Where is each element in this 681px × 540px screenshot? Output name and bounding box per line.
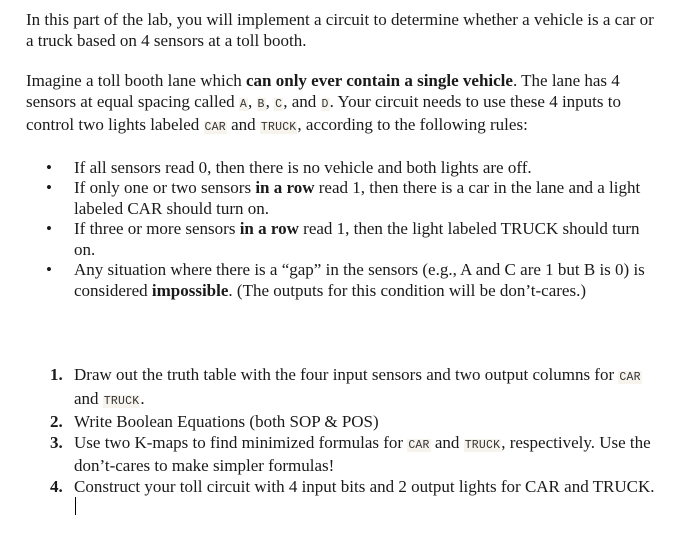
bullet-icon: •: [46, 260, 52, 279]
rules-list: [26, 158, 656, 302]
rule-item: [26, 260, 656, 301]
text-cursor: [75, 497, 76, 515]
bullet-icon: •: [46, 157, 52, 177]
truck-light-code: TRUCK: [260, 121, 297, 134]
task-text: Draw out the truth table with the four input sensors and two output columns for: [74, 365, 619, 384]
scenario-text: , according to the following rules:: [297, 115, 528, 134]
task-number: 1.: [50, 365, 63, 384]
rule-bold-text: in a row: [239, 219, 299, 238]
task-item: [26, 477, 656, 518]
task-item: [26, 365, 656, 412]
rule-item: [26, 219, 656, 260]
rule-text: read 1, then the light labeled TRUCK should turn on.: [74, 219, 640, 259]
task-item: [26, 412, 656, 433]
sensor-b-code: B: [257, 97, 265, 111]
task-text: and: [74, 388, 103, 408]
bullet-icon: •: [46, 219, 52, 238]
task-text: and: [430, 432, 464, 452]
rule-item: [26, 178, 656, 219]
rule-bold-text: in a row: [255, 178, 315, 197]
scenario-bold-text: can only ever contain a single vehicle: [246, 71, 513, 90]
car-light-code: CAR: [204, 121, 226, 134]
task-text: , respectively. Use the don’t-cares to make simpler formulas!: [74, 432, 651, 475]
car-light-code: CAR: [408, 438, 430, 452]
task-text: .: [140, 388, 145, 408]
sensor-c-code: C: [275, 97, 283, 111]
scenario-text: . Your circuit needs to use these 4 inputs to control two lights labeled: [26, 91, 621, 134]
rule-text: If three or more sensors: [74, 219, 240, 238]
task-number: 2.: [50, 412, 63, 431]
rule-text: read 1, then there is a car in the lane and a light labeled CAR should turn on.: [74, 178, 641, 218]
sensor-a-code: A: [239, 97, 248, 111]
sensor-d-code: D: [321, 97, 329, 111]
task-number: 4.: [50, 476, 63, 496]
truck-light-code: TRUCK: [103, 394, 140, 408]
bullet-icon: •: [46, 178, 52, 197]
rule-bold-text: impossible: [151, 280, 229, 300]
document-body: [26, 10, 656, 518]
scenario-text: Imagine a toll booth lane which: [26, 71, 246, 90]
scenario-text: . The lane has 4 sensors at equal spacing called: [26, 71, 620, 111]
intro-paragraph: [26, 10, 656, 51]
tasks-list: [26, 365, 656, 518]
rule-text: If all sensors read 0, then there is no vehicle and both lights are off.: [74, 157, 532, 177]
task-text: Construct your toll circuit with 4 input bits and 2 output lights for CAR and TRUCK.: [74, 476, 655, 496]
truck-light-code: TRUCK: [464, 438, 501, 452]
separator-text: ,: [248, 91, 257, 111]
separator-text: , and: [283, 91, 321, 111]
task-item: [26, 433, 656, 477]
task-text: Use two K-maps to find minimized formulas for: [74, 432, 408, 452]
scenario-paragraph: [26, 71, 656, 139]
car-light-code: CAR: [619, 371, 641, 384]
rule-item: [26, 158, 656, 179]
separator-text: ,: [265, 91, 275, 111]
intro-text: In this part of the lab, you will implement a circuit to determine whether a vehicle is a car or a truck based on 4 sensors at a toll booth.: [26, 10, 654, 50]
rule-text: . (The outputs for this condition will be don’t-cares.): [228, 280, 586, 300]
rule-text: Any situation where there is a “gap” in the sensors (e.g., A and C are 1 but B is 0) is considered: [74, 260, 645, 300]
rule-text: If only one or two sensors: [74, 178, 256, 197]
separator-text: and: [226, 115, 260, 134]
task-text: Write Boolean Equations (both SOP & POS): [74, 412, 379, 431]
task-number: 3.: [50, 432, 63, 452]
